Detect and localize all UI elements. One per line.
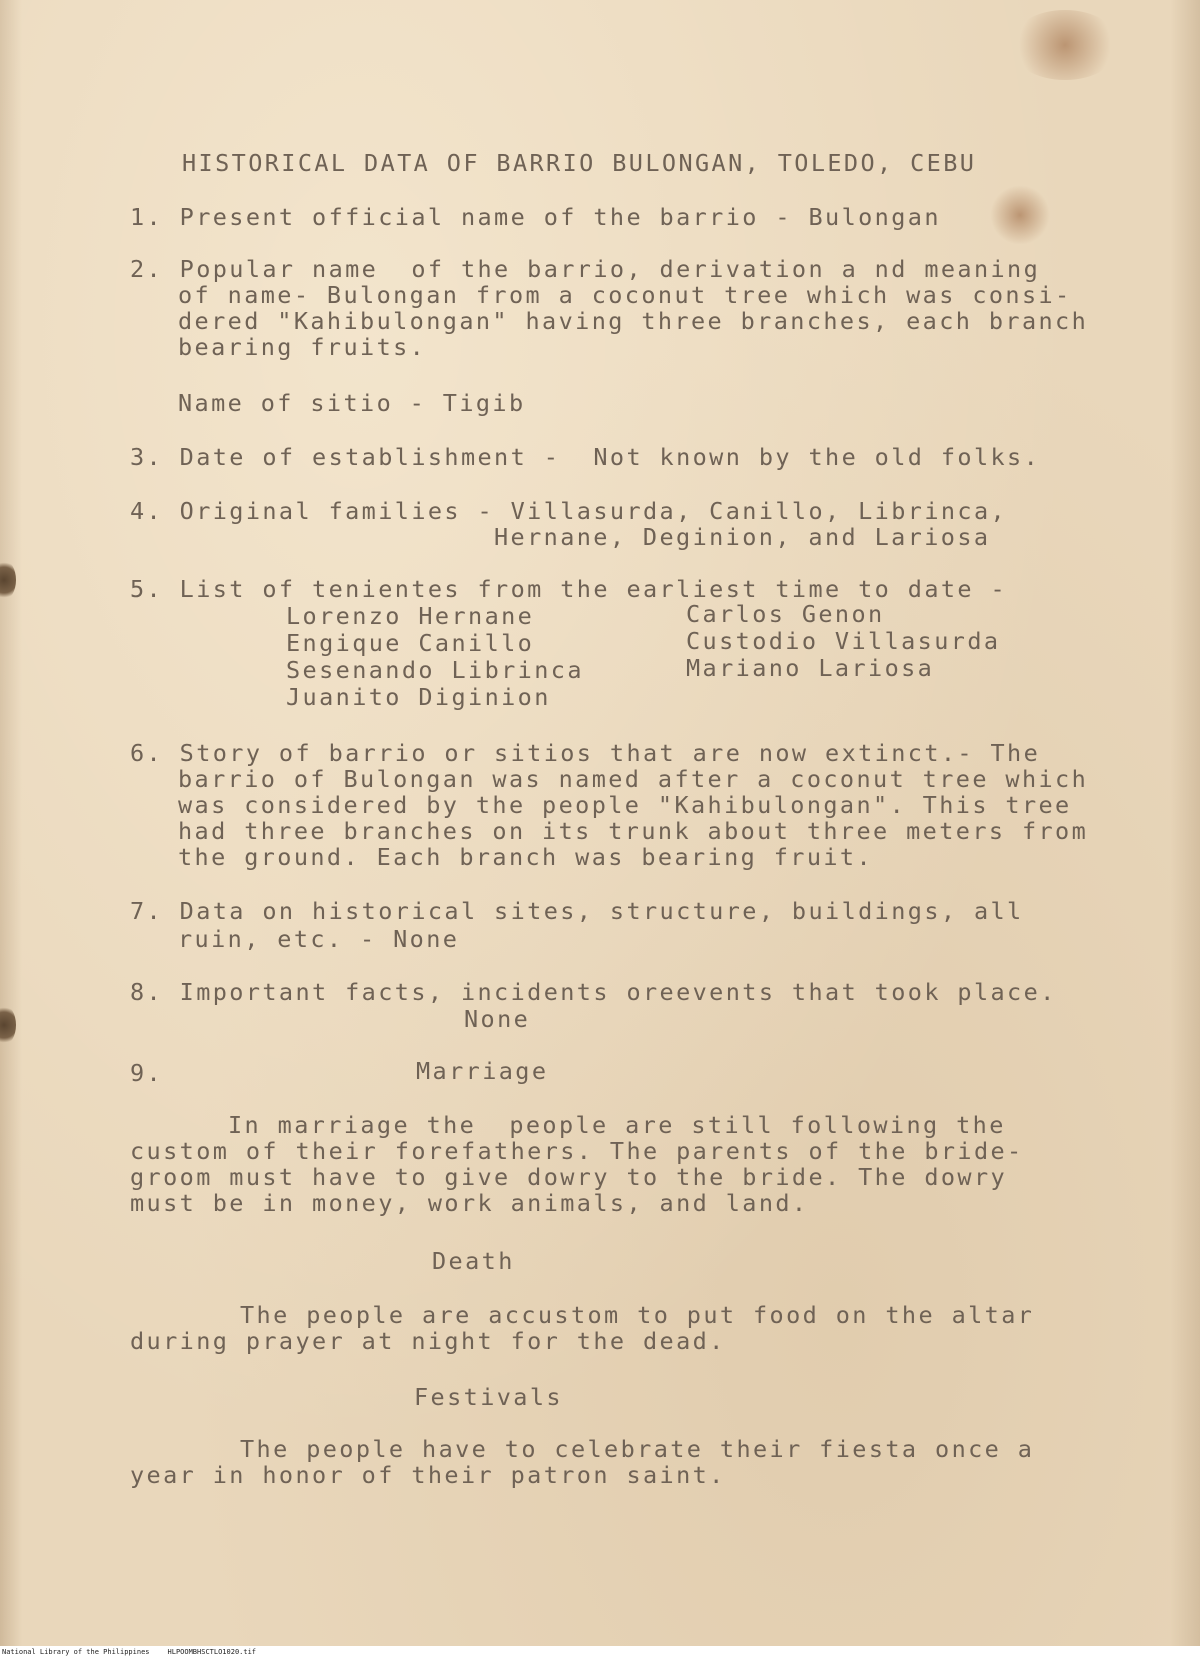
item-6-line-3: was considered by the people "Kahibulongan". This tree <box>178 791 1072 819</box>
stain-right <box>990 185 1050 245</box>
footer-file-id: HLPOOMBHSCTLO1020.tif <box>167 1648 257 1656</box>
item-6-line-5: the ground. Each branch was bearing fruit. <box>178 843 874 871</box>
death-heading: Death <box>432 1247 515 1275</box>
item-5: 5. List of tenientes from the earliest time to date - <box>130 575 1008 603</box>
teniente-left: Juanito Diginion <box>286 683 551 711</box>
footer-library: National Library of the Philippines <box>2 1648 150 1656</box>
item-4-line-2: Hernane, Deginion, and Lariosa <box>494 523 991 551</box>
item-2-line-1: 2. Popular name of the barrio, derivation a nd meaning <box>130 255 1041 283</box>
teniente-right: Carlos Genon <box>686 600 885 628</box>
item-1: 1. Present official name of the barrio - Bulongan <box>130 203 941 231</box>
death-text: during prayer at night for the dead. <box>130 1327 726 1355</box>
death-text: The people are accustom to put food on the altar <box>240 1301 1035 1329</box>
item-2-line-4: bearing fruits. <box>178 333 427 361</box>
marriage-heading: Marriage <box>416 1057 549 1085</box>
teniente-left: Engique Canillo <box>286 629 535 657</box>
festivals-text: year in honor of their patron saint. <box>130 1461 726 1489</box>
item-4-line-1: 4. Original families - Villasurda, Canillo, Librinca, <box>130 497 1008 525</box>
item-6-line-2: barrio of Bulongan was named after a coconut tree which <box>178 765 1089 793</box>
item-8-line-2: None <box>464 1005 531 1033</box>
punch-hole-upper <box>0 560 16 600</box>
teniente-left: Sesenando Librinca <box>286 656 584 684</box>
item-3: 3. Date of establishment - Not known by the old folks. <box>130 443 1041 471</box>
teniente-left: Lorenzo Hernane <box>286 602 535 630</box>
item-9-number: 9. <box>130 1059 164 1087</box>
scan-footer <box>2 1648 274 1656</box>
document-title: HISTORICAL DATA OF BARRIO BULONGAN, TOLEDO, CEBU <box>182 149 977 177</box>
item-6-line-1: 6. Story of barrio or sitios that are now extinct.- The <box>130 739 1041 767</box>
sitio-name: Name of sitio - Tigib <box>178 389 526 417</box>
marriage-text: must be in money, work animals, and land. <box>130 1189 809 1217</box>
item-2-line-2: of name- Bulongan from a coconut tree which was consi- <box>178 281 1072 309</box>
stain-top-right <box>1010 10 1120 80</box>
item-6-line-4: had three branches on its trunk about three meters from <box>178 817 1089 845</box>
item-7-line-1: 7. Data on historical sites, structure, buildings, all <box>130 897 1024 925</box>
item-8-line-1: 8. Important facts, incidents oreevents that took place. <box>130 978 1057 1006</box>
festivals-heading: Festivals <box>414 1383 563 1411</box>
item-2-line-3: dered "Kahibulongan" having three branches, each branch <box>178 307 1089 335</box>
marriage-text: groom must have to give dowry to the bride. The dowry <box>130 1163 1008 1191</box>
teniente-right: Custodio Villasurda <box>686 627 1001 655</box>
item-7-line-2: ruin, etc. - None <box>178 925 460 953</box>
teniente-right: Mariano Lariosa <box>686 654 935 682</box>
festivals-text: The people have to celebrate their fiesta once a <box>240 1435 1035 1463</box>
marriage-text: In marriage the people are still following the <box>228 1111 1006 1139</box>
punch-hole-lower <box>0 1005 16 1045</box>
marriage-text: custom of their forefathers. The parents of the bride- <box>130 1137 1024 1165</box>
